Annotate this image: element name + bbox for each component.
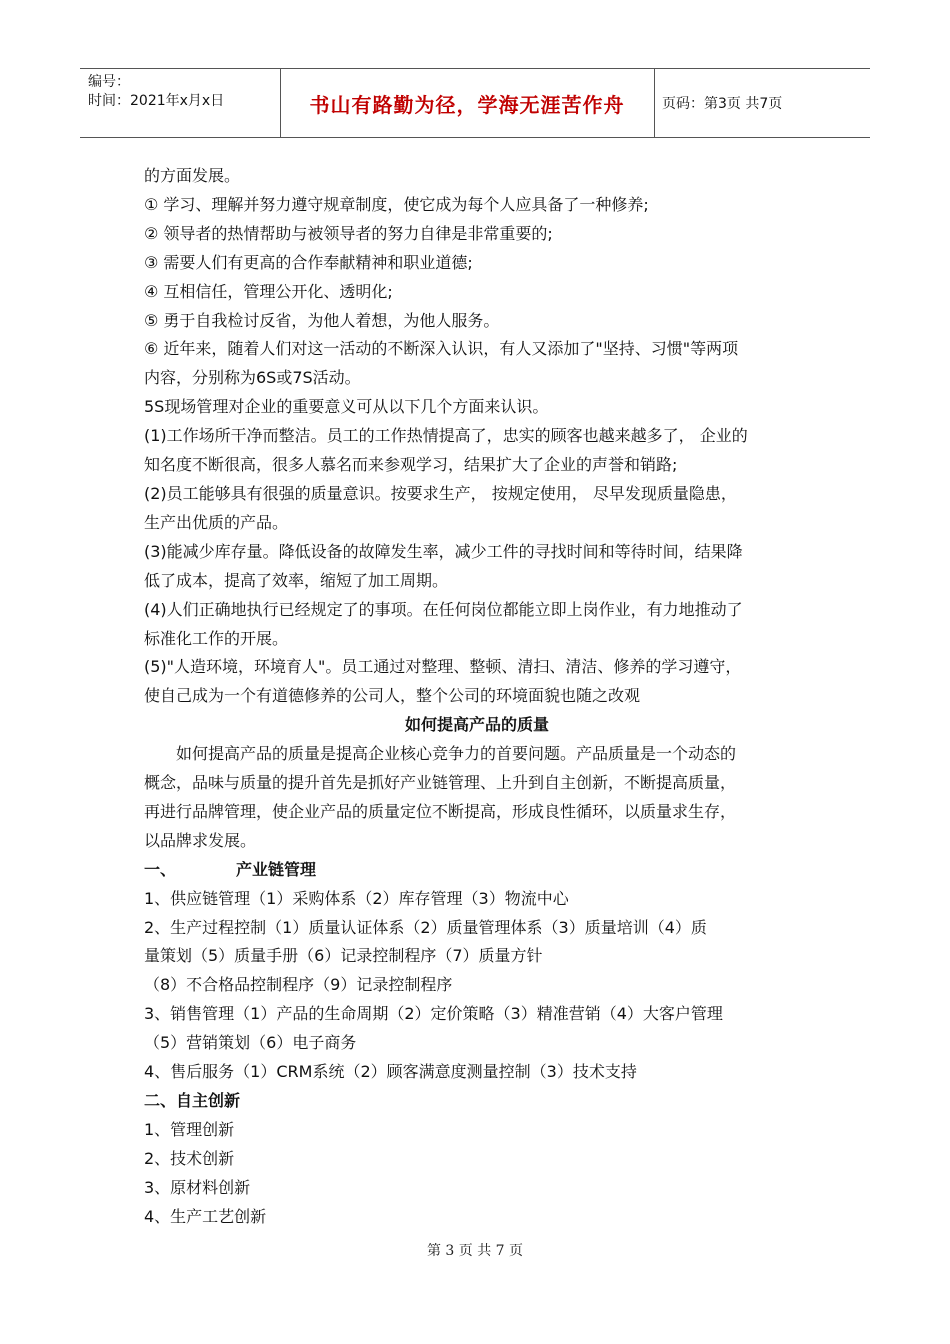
header-divider: [654, 69, 655, 137]
list-item: (1)工作场所干净而整洁。员工的工作热情提高了，忠实的顾客也越来越多了， 企业的: [144, 426, 748, 446]
list-item: 2、技术创新: [144, 1148, 235, 1168]
body-line: 量策划（5）质量手册（6）记录控制程序（7）质量方针: [144, 946, 543, 966]
heading-innovation: 二、自主创新: [144, 1091, 241, 1110]
list-item: ⑥ 近年来，随着人们对这一活动的不断深入认识，有人又添加了"坚持、习惯"等两项: [144, 339, 739, 359]
body-line: （8）不合格品控制程序（9）记录控制程序: [144, 975, 453, 995]
document-number-label: 编号：: [88, 74, 130, 90]
heading-number: 一、: [144, 859, 177, 879]
list-item: (4)人们正确地执行已经规定了的事项。在任何岗位都能立即上岗作业，有力地推动了: [144, 599, 743, 619]
list-item: ⑤ 勇于自我检讨反省，为他人着想，为他人服务。: [144, 310, 500, 330]
paragraph-line: 再进行品牌管理，使企业产品的质量定位不断提高，形成良性循环，以质量求生存，: [144, 801, 737, 821]
list-item: 3、原材料创新: [144, 1177, 251, 1197]
body-line: 标准化工作的开展。: [144, 628, 289, 648]
body-line: 使自己成为一个有道德修养的公司人，整个公司的环境面貌也随之改观: [144, 686, 641, 706]
paragraph-line: 以品牌求发展。: [144, 830, 257, 850]
list-item: 2、生产过程控制（1）质量认证体系（2）质量管理体系（3）质量培训（4）质: [144, 917, 707, 937]
header-page-info: 页码：第3页 共7页: [662, 96, 783, 112]
body-line: 内容，分别称为6S或7S活动。: [144, 368, 361, 388]
list-item: ① 学习、理解并努力遵守规章制度，使它成为每个人应具备了一种修养;: [144, 194, 649, 214]
page-footer: 第 3 页 共 7 页: [426, 1243, 524, 1259]
body-line: （5）营销策划（6）电子商务: [144, 1033, 357, 1053]
body-line: 生产出优质的产品。: [144, 512, 289, 532]
paragraph-line: 如何提高产品的质量是提高企业核心竞争力的首要问题。产品质量是一个动态的: [176, 744, 737, 764]
body-line: 知名度不断很高，很多人慕名而来参观学习，结果扩大了企业的声誉和销路;: [144, 455, 678, 475]
list-item: ③ 需要人们有更高的合作奉献精神和职业道德;: [144, 252, 473, 272]
list-item: ② 领导者的热情帮助与被领导者的努力自律是非常重要的;: [144, 223, 553, 243]
heading-industry-chain: [144, 856, 810, 885]
list-item: (5)"人造环境，环境育人"。员工通过对整理、整顿、清扫、清洁、修养的学习遵守，: [144, 657, 742, 677]
heading-text: 产业链管理: [236, 859, 317, 879]
section-title: 如何提高产品的质量: [404, 715, 549, 735]
list-item: ④ 互相信任，管理公开化、透明化;: [144, 281, 393, 301]
document-time-label: 时间：2021年x月x日: [88, 93, 225, 109]
paragraph-line: 概念，品味与质量的提升首先是抓好产业链管理、上升到自主创新，不断提高质量，: [144, 773, 737, 793]
list-item: 1、管理创新: [144, 1119, 235, 1139]
list-item: 1、供应链管理（1）采购体系（2）库存管理（3）物流中心: [144, 888, 569, 908]
page-header: [80, 68, 870, 138]
list-item: 4、生产工艺创新: [144, 1206, 267, 1226]
header-meta: [88, 73, 224, 111]
header-motto: 书山有路勤为径，学海无涯苦作舟: [309, 92, 625, 117]
document-body: [144, 162, 810, 1232]
body-line: 的方面发展。: [144, 166, 241, 185]
list-item: (3)能减少库存量。降低设备的故障发生率，减少工件的寻找时间和等待时间，结果降: [144, 541, 743, 561]
body-line: 低了成本，提高了效率，缩短了加工周期。: [144, 570, 449, 590]
list-item: 3、销售管理（1）产品的生命周期（2）定价策略（3）精准营销（4）大客户管理: [144, 1004, 723, 1024]
list-item: 4、售后服务（1）CRM系统（2）顾客满意度测量控制（3）技术支持: [144, 1062, 637, 1082]
list-item: (2)员工能够具有很强的质量意识。按要求生产， 按规定使用， 尽早发现质量隐患，: [144, 483, 737, 503]
body-line: 5S现场管理对企业的重要意义可从以下几个方面来认识。: [144, 397, 549, 417]
